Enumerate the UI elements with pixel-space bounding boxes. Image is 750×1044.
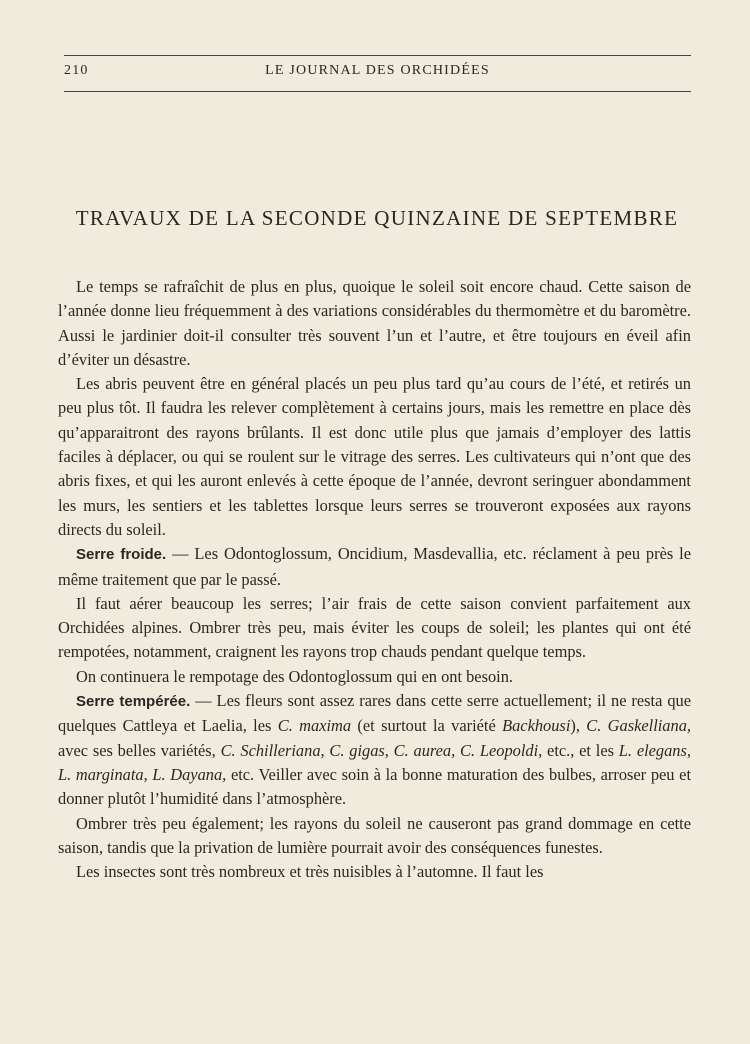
paragraph-3	[58, 542, 691, 592]
species-name: C. maxima	[277, 716, 352, 736]
species-name: C. Gaskelliana,	[586, 716, 691, 736]
paragraph-6-text-f: etc. Veiller avec soin à la bonne maturation des bulbes, arroser peu et donner plutôt l’humidité dans l’atmosphère.	[58, 764, 691, 809]
paragraph-6	[58, 689, 691, 811]
paragraph-1: Le temps se rafraîchit de plus en plus, quoique le soleil soit encore chaud. Cette saison de l’année donne lieu fréquemment à des variations considérables du thermomètre et du baromètre. Aussi le jardinier doit-il consulter très souvent l’un et l’autre, et être toujours en éveil afin d’éviter un désastre.	[58, 277, 691, 369]
paragraph-8: Les insectes sont très nombreux et très nuisibles à l’automne. Il faut les	[76, 862, 544, 882]
paragraph-6-text-c: ),	[570, 716, 587, 736]
paragraph-6-text-b: (et surtout la variété	[351, 716, 503, 736]
header-rule-top	[64, 55, 691, 56]
page-number: 210	[64, 63, 89, 78]
paragraph-4: Il faut aérer beaucoup les serres; l’air frais de cette saison convient parfaitement aux Orchidées alpines. Ombrer très peu, mais éviter les coups de soleil; les plantes qui ont été rempotées, notamment, craignent les rayons trop chauds pendant quelque temps.	[58, 593, 691, 662]
section-heading-serre-froide: Serre froide.	[76, 546, 167, 564]
paragraph-6-text-e: etc., et les	[542, 740, 619, 760]
species-names: C. Schilleriana, C. gigas, C. aurea, C. Leopoldi,	[220, 740, 543, 760]
paragraph-6-text-a: — Les fleurs sont assez rares dans cette serre actuellement; il ne resta que quelques Cattleya et Laelia, les	[58, 691, 691, 736]
species-names: L. elegans, L. marginata, L. Dayana,	[58, 740, 691, 784]
paragraph-7: Ombrer très peu également; les rayons du soleil ne causeront pas grand dommage en cette saison, tandis que la privation de lumière pourrait avoir des conséquences funestes.	[58, 813, 691, 857]
paragraph-3-text: — Les Odontoglossum, Oncidium, Masdevallia, etc. réclament à peu près le même traitement que par le passé.	[58, 544, 691, 589]
paragraph-2: Les abris peuvent être en général placés un peu plus tard qu’au cours de l’été, et retirés un peu plus tôt. Il faudra les relever complètement à certains jours, mais les remettre en place dès qu’apparaitront des rayons brûlants. Il est donc utile plus que jamais d’employer des lattis faciles à déplacer, ou qui se roulent sur le vitrage des serres. Les cultivateurs qui n’ont que des abris fixes, et qui les auront enlevés à cette époque de l’année, devront seringuer abondamment les murs, les sentiers et les tablettes lorsque leurs serres se trouveront exposées aux rayons directs du soleil.	[58, 374, 691, 539]
variety-name: Backhousi	[502, 716, 571, 736]
section-heading-serre-temperee: Serre tempérée.	[76, 693, 191, 711]
journal-title: LE JOURNAL DES ORCHIDÉES	[265, 63, 490, 78]
article-title: TRAVAUX DE LA SECONDE QUINZAINE DE SEPTEMBRE	[75, 206, 679, 230]
paragraph-5: On continuera le rempotage des Odontoglossum qui en ont besoin.	[76, 666, 514, 686]
header-rule-bottom	[64, 91, 691, 92]
article-body	[58, 275, 691, 884]
running-head	[64, 63, 691, 83]
paragraph-6-text-d: avec ses belles variétés,	[58, 740, 221, 760]
